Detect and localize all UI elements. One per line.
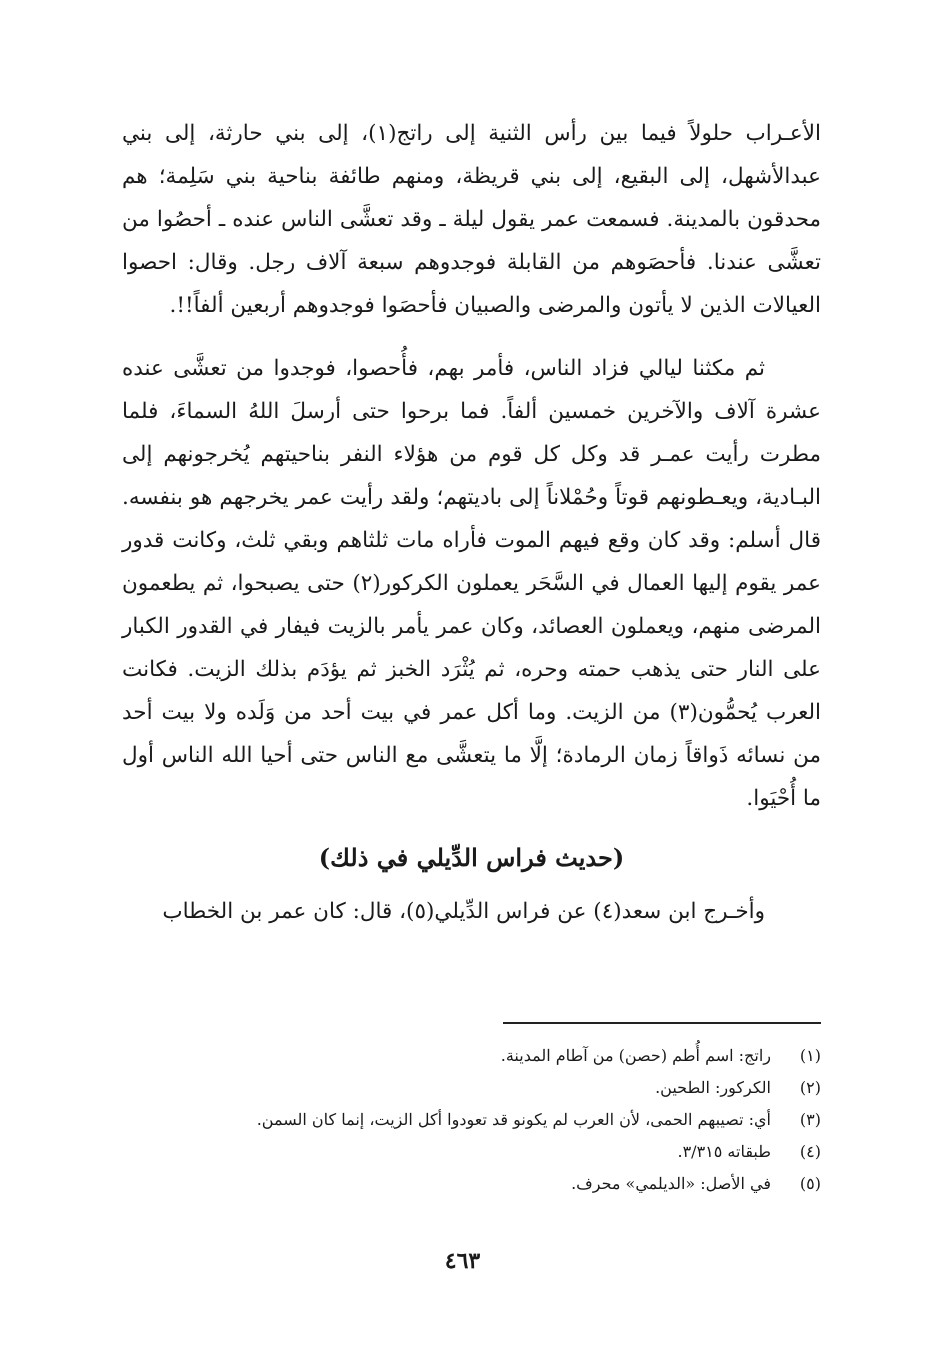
- paragraph-1: الأعـراب حلولاً فيما بين رأس الثنية إلى راتج(١)، إلى بني حارثة، إلى بني عبدالأشهل، إلى البقيع، إلى بني قريظة، ومنهم طائفة بناحية بني سَلِمة؛ هم محدقون بالمدينة. فسمعت عمر يقول ليلة ـ وقد تعشَّى الناس عنده ـ أحصُوا من تعشَّى عندنا. فأحصَوهم من القابلة فوجدوهم سبعة آلاف رجل. وقال: احصوا العيالات الذين لا يأتون والمرضى والصبيان فأحصَوا فوجدوهم أربعين ألفاً!!.: [122, 121, 821, 318]
- paragraph-2: ثم مكثنا ليالي فزاد الناس، فأمر بهم، فأُحصوا، فوجدوا من تعشَّى عنده عشرة آلاف والآخرين خمسين ألفاً. فما برحوا حتى أرسلَ اللهُ السماءَ، فلما مطرت رأيت عمـر قد وكل كل قوم من هؤلاء النفر بناحيتهم يُخرجونهم إلى البـادية، ويعـطونهم قوتاً وحُمْلاناً إلى باديتهم؛ ولقد رأيت عمر يخرجهم هو بنفسه. قال أسلم: وقد كان وقع فيهم الموت فأراه مات ثلثاهم وبقي ثلث، وكانت قدور عمر يقوم إليها العمال في السَّحَر يعملون الكركور(٢) حتى يصبحوا، ثم يطعمون المرضى منهم، ويعملون العصائد، وكان عمر يأمر بالزيت فيفار في القدور الكبار على النار حتى يذهب حمته وحره، ثم يُثْرَد الخبز ثم يؤدَم بذلك الزيت. فكانت العرب يُحمُّون(٣) من الزيت. وما أكل عمر في بيت أحد من وَلَده ولا بيت أحد من نسائه ذَواقاً زمان الرمادة؛ إلَّا ما يتعشَّى مع الناس حتى أحيا الله الناس أول ما أُحْيَوا.: [122, 356, 821, 811]
- footnote-number: (١): [799, 1046, 821, 1065]
- footnote-1: [130, 1040, 821, 1072]
- footnote-number: (٥): [799, 1174, 821, 1193]
- footnotes: [130, 1040, 821, 1200]
- page-number: ٤٦٣: [444, 1248, 481, 1274]
- footnote-3: [130, 1104, 821, 1136]
- footnote-number: (٢): [799, 1078, 821, 1097]
- section-heading: (حديث فراس الدِّيلي في ذلك): [318, 843, 625, 872]
- body-text: [122, 112, 821, 933]
- footnote-5: [130, 1168, 821, 1200]
- footnote-number: (٣): [799, 1110, 821, 1129]
- footnote-text: الكركور: الطحين.: [655, 1078, 771, 1097]
- footnote-divider: [503, 1022, 821, 1024]
- paragraph-3: وأخـرج ابن سعد(٤) عن فراس الدِّيلي(٥)، قال: كان عمر بن الخطاب: [162, 899, 765, 924]
- footnote-2: [130, 1072, 821, 1104]
- footnote-number: (٤): [799, 1142, 821, 1161]
- footnote-4: [130, 1136, 821, 1168]
- footnote-text: في الأصل: «الديلمي» محرف.: [571, 1174, 771, 1193]
- footnote-text: أي: تصيبهم الحمى، لأن العرب لم يكونو قد تعودوا أكل الزيت، إنما كان السمن.: [256, 1110, 771, 1129]
- footnote-text: راتج: اسم أُطم (حصن) من آطام المدينة.: [500, 1046, 771, 1065]
- footnote-text: طبقاته ٣/٣١٥.: [677, 1142, 771, 1161]
